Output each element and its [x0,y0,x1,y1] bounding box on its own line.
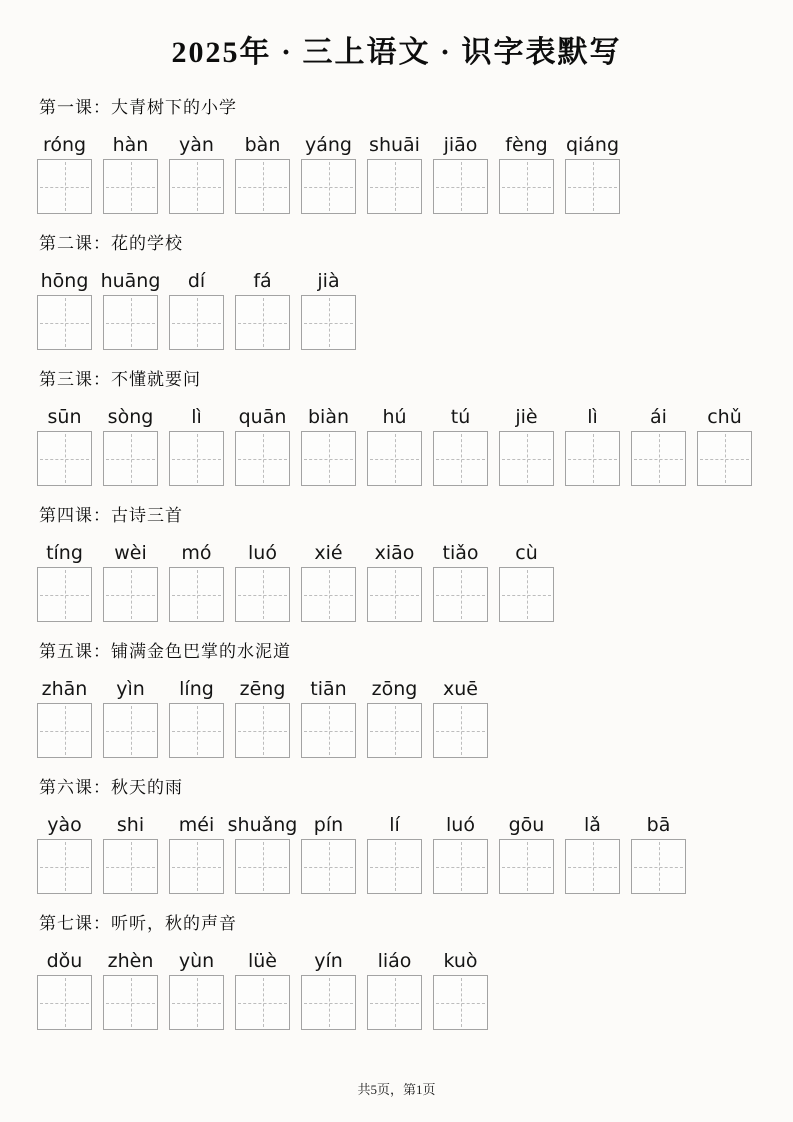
pinyin-label: lüè [247,950,277,972]
pinyin-label: shuāi [369,134,420,156]
character-practice-unit [169,269,224,350]
character-practice-unit [169,405,224,486]
tianzige-writing-box [367,567,422,622]
tianzige-writing-box [169,703,224,758]
lesson-section [37,506,756,622]
tianzige-writing-box [103,703,158,758]
pinyin-label: tíng [46,542,83,564]
character-practice-unit [235,677,290,758]
dashed-vertical-guide-line [659,434,660,483]
pinyin-grid-row [37,133,756,214]
character-practice-unit [367,541,422,622]
character-practice-unit [433,405,488,486]
character-practice-unit [301,541,356,622]
tianzige-writing-box [697,431,752,486]
pinyin-label: liáo [377,950,412,972]
dashed-vertical-guide-line [131,298,132,347]
character-practice-unit [367,677,422,758]
dashed-vertical-guide-line [263,162,264,211]
tianzige-writing-box [433,975,488,1030]
character-practice-unit [103,405,158,486]
tianzige-writing-box [235,431,290,486]
dashed-vertical-guide-line [527,434,528,483]
dashed-vertical-guide-line [131,978,132,1027]
character-practice-unit [103,133,158,214]
pinyin-label: bā [646,814,671,836]
character-practice-unit [235,949,290,1030]
pinyin-label: sòng [107,406,154,428]
tianzige-writing-box [499,159,554,214]
tianzige-writing-box [103,159,158,214]
character-practice-unit [37,541,92,622]
dashed-vertical-guide-line [131,434,132,483]
pinyin-label: xié [314,542,343,564]
pinyin-label: hàn [112,134,149,156]
character-practice-unit [235,269,290,350]
tianzige-writing-box [103,431,158,486]
lesson-section [37,98,756,214]
pinyin-label: tú [450,406,471,428]
pinyin-label: lí [389,814,400,836]
character-practice-unit [433,813,488,894]
dashed-vertical-guide-line [395,162,396,211]
character-practice-unit [169,949,224,1030]
character-practice-unit [103,813,158,894]
lesson-heading: 第二课：花的学校 [39,234,183,253]
dashed-vertical-guide-line [527,162,528,211]
character-practice-unit [235,405,290,486]
character-practice-unit [499,541,554,622]
character-practice-unit [565,813,620,894]
pinyin-label: yào [47,814,82,836]
tianzige-writing-box [301,567,356,622]
tianzige-writing-box [103,295,158,350]
pinyin-label: biàn [307,406,350,428]
pinyin-label: shuǎng [227,814,298,836]
tianzige-writing-box [301,839,356,894]
tianzige-writing-box [367,159,422,214]
pinyin-label: xiāo [374,542,415,564]
tianzige-writing-box [301,975,356,1030]
dashed-vertical-guide-line [593,434,594,483]
tianzige-writing-box [433,431,488,486]
dashed-vertical-guide-line [131,162,132,211]
character-practice-unit [433,949,488,1030]
tianzige-writing-box [169,975,224,1030]
pinyin-label: chǔ [707,406,742,428]
tianzige-writing-box [367,975,422,1030]
dashed-vertical-guide-line [197,162,198,211]
pinyin-label: cù [515,542,538,564]
tianzige-writing-box [103,567,158,622]
character-practice-unit [37,677,92,758]
pinyin-grid-row [37,405,756,486]
dashed-vertical-guide-line [65,434,66,483]
dashed-vertical-guide-line [461,978,462,1027]
tianzige-writing-box [37,159,92,214]
tianzige-writing-box [169,567,224,622]
character-practice-unit [37,133,92,214]
dashed-vertical-guide-line [65,978,66,1027]
character-practice-unit [169,133,224,214]
lesson-section [37,370,756,486]
pinyin-grid-row [37,813,756,894]
tianzige-writing-box [235,295,290,350]
pinyin-label: jiāo [443,134,478,156]
dashed-vertical-guide-line [329,706,330,755]
pinyin-label: dí [187,270,206,292]
pinyin-label: luó [446,814,475,836]
lesson-heading: 第一课：大青树下的小学 [39,98,237,117]
pinyin-label: wèi [114,542,147,564]
character-practice-unit [301,269,356,350]
pinyin-label: lì [191,406,202,428]
dashed-vertical-guide-line [131,842,132,891]
sections-container [37,98,756,1030]
lesson-heading: 第四课：古诗三首 [39,506,183,525]
pinyin-grid-row [37,269,756,350]
character-practice-unit [37,269,92,350]
lesson-heading: 第六课：秋天的雨 [39,778,183,797]
pinyin-label: fá [253,270,272,292]
dashed-vertical-guide-line [263,298,264,347]
pinyin-label: hú [382,406,407,428]
pinyin-label: yùn [178,950,215,972]
tianzige-writing-box [103,975,158,1030]
dashed-vertical-guide-line [263,570,264,619]
character-practice-unit [433,133,488,214]
pinyin-label: kuò [443,950,478,972]
dashed-vertical-guide-line [329,434,330,483]
tianzige-writing-box [37,431,92,486]
pinyin-label: ái [650,406,667,428]
tianzige-writing-box [37,567,92,622]
dashed-vertical-guide-line [65,842,66,891]
tianzige-writing-box [235,567,290,622]
dashed-vertical-guide-line [395,434,396,483]
tianzige-writing-box [235,159,290,214]
tianzige-writing-box [301,159,356,214]
pinyin-label: róng [42,134,87,156]
character-practice-unit [367,813,422,894]
pinyin-label: zēng [239,678,286,700]
dashed-vertical-guide-line [725,434,726,483]
dashed-vertical-guide-line [461,842,462,891]
tianzige-writing-box [367,703,422,758]
dashed-vertical-guide-line [329,162,330,211]
dashed-vertical-guide-line [395,842,396,891]
lesson-section [37,234,756,350]
tianzige-writing-box [499,839,554,894]
tianzige-writing-box [367,431,422,486]
pinyin-label: xuē [443,678,478,700]
character-practice-unit [169,677,224,758]
tianzige-writing-box [631,431,686,486]
dashed-vertical-guide-line [131,570,132,619]
dashed-vertical-guide-line [197,570,198,619]
character-practice-unit [367,133,422,214]
dashed-vertical-guide-line [263,434,264,483]
pinyin-label: méi [178,814,215,836]
tianzige-writing-box [37,703,92,758]
dashed-vertical-guide-line [65,706,66,755]
page-title: 2025年 · 三上语文 · 识字表默写 [171,36,622,69]
tianzige-writing-box [433,159,488,214]
character-practice-unit [433,677,488,758]
pinyin-label: sūn [47,406,82,428]
pinyin-label: gōu [508,814,545,836]
character-practice-unit [301,405,356,486]
dashed-vertical-guide-line [395,706,396,755]
character-practice-unit [169,541,224,622]
dashed-vertical-guide-line [329,298,330,347]
character-practice-unit [433,541,488,622]
pinyin-label: tiǎo [442,542,479,564]
pinyin-label: yàn [179,134,214,156]
tianzige-writing-box [37,295,92,350]
lesson-heading: 第七课：听听，秋的声音 [39,914,237,933]
lesson-heading: 第三课：不懂就要问 [39,370,201,389]
dashed-vertical-guide-line [197,842,198,891]
pinyin-label: zhān [41,678,88,700]
pinyin-label: pín [313,814,344,836]
dashed-vertical-guide-line [197,978,198,1027]
tianzige-writing-box [433,703,488,758]
pinyin-label: bàn [244,134,281,156]
character-practice-unit [103,677,158,758]
dashed-vertical-guide-line [65,162,66,211]
dashed-vertical-guide-line [263,842,264,891]
pinyin-label: lì [587,406,598,428]
pinyin-grid-row [37,949,756,1030]
dashed-vertical-guide-line [527,842,528,891]
tianzige-writing-box [169,295,224,350]
character-practice-unit [565,405,620,486]
character-practice-unit [100,269,161,350]
character-practice-unit [499,405,554,486]
dashed-vertical-guide-line [461,162,462,211]
tianzige-writing-box [169,431,224,486]
tianzige-writing-box [301,703,356,758]
dashed-vertical-guide-line [197,434,198,483]
pinyin-label: jià [317,270,340,292]
dashed-vertical-guide-line [197,706,198,755]
tianzige-writing-box [301,431,356,486]
tianzige-writing-box [235,839,290,894]
character-practice-unit [301,949,356,1030]
page-footer: 共5页，第1页 [357,1082,436,1097]
pinyin-label: tiān [310,678,347,700]
character-practice-unit [367,949,422,1030]
lesson-section [37,778,756,894]
dashed-vertical-guide-line [395,978,396,1027]
pinyin-label: yín [314,950,343,972]
tianzige-writing-box [433,567,488,622]
tianzige-writing-box [37,975,92,1030]
dashed-vertical-guide-line [131,706,132,755]
character-practice-unit [37,813,92,894]
pinyin-label: mó [181,542,212,564]
character-practice-unit [697,405,752,486]
pinyin-label: qiáng [565,134,620,156]
character-practice-unit [499,133,554,214]
dashed-vertical-guide-line [329,570,330,619]
tianzige-writing-box [565,839,620,894]
pinyin-label: lǎ [584,814,601,836]
pinyin-label: líng [179,678,214,700]
pinyin-label: huāng [100,270,161,292]
dashed-vertical-guide-line [329,842,330,891]
tianzige-writing-box [169,839,224,894]
character-practice-unit [301,677,356,758]
character-practice-unit [235,541,290,622]
pinyin-label: luó [248,542,277,564]
dashed-vertical-guide-line [461,706,462,755]
tianzige-writing-box [103,839,158,894]
character-practice-unit [103,949,158,1030]
tianzige-writing-box [367,839,422,894]
character-practice-unit [235,133,290,214]
tianzige-writing-box [37,839,92,894]
dashed-vertical-guide-line [461,570,462,619]
pinyin-label: jiè [515,406,538,428]
pinyin-grid-row [37,677,756,758]
character-practice-unit [499,813,554,894]
pinyin-label: zhèn [107,950,154,972]
pinyin-label: hōng [40,270,89,292]
pinyin-grid-row [37,541,756,622]
tianzige-writing-box [499,431,554,486]
dashed-vertical-guide-line [263,706,264,755]
character-practice-unit [565,133,620,214]
dashed-vertical-guide-line [461,434,462,483]
tianzige-writing-box [565,159,620,214]
dashed-vertical-guide-line [527,570,528,619]
pinyin-label: fèng [505,134,548,156]
tianzige-writing-box [235,703,290,758]
character-practice-unit [301,133,356,214]
lesson-section [37,914,756,1030]
character-practice-unit [301,813,356,894]
character-practice-unit [227,813,298,894]
dashed-vertical-guide-line [593,162,594,211]
tianzige-writing-box [433,839,488,894]
dashed-vertical-guide-line [329,978,330,1027]
tianzige-writing-box [235,975,290,1030]
character-practice-unit [169,813,224,894]
character-practice-unit [631,405,686,486]
character-practice-unit [367,405,422,486]
pinyin-label: dǒu [46,950,83,972]
character-practice-unit [631,813,686,894]
dashed-vertical-guide-line [197,298,198,347]
pinyin-label: yáng [305,134,352,156]
pinyin-label: yìn [116,678,145,700]
pinyin-label: shi [116,814,145,836]
tianzige-writing-box [565,431,620,486]
tianzige-writing-box [301,295,356,350]
dashed-vertical-guide-line [593,842,594,891]
dashed-vertical-guide-line [65,570,66,619]
dashed-vertical-guide-line [65,298,66,347]
tianzige-writing-box [169,159,224,214]
character-practice-unit [103,541,158,622]
character-practice-unit [37,405,92,486]
character-practice-unit [37,949,92,1030]
dashed-vertical-guide-line [263,978,264,1027]
lesson-heading: 第五课：铺满金色巴掌的水泥道 [39,642,291,661]
dashed-vertical-guide-line [395,570,396,619]
dashed-vertical-guide-line [659,842,660,891]
pinyin-label: quān [238,406,287,428]
lesson-section [37,642,756,758]
tianzige-writing-box [499,567,554,622]
tianzige-writing-box [631,839,686,894]
pinyin-label: zōng [371,678,418,700]
